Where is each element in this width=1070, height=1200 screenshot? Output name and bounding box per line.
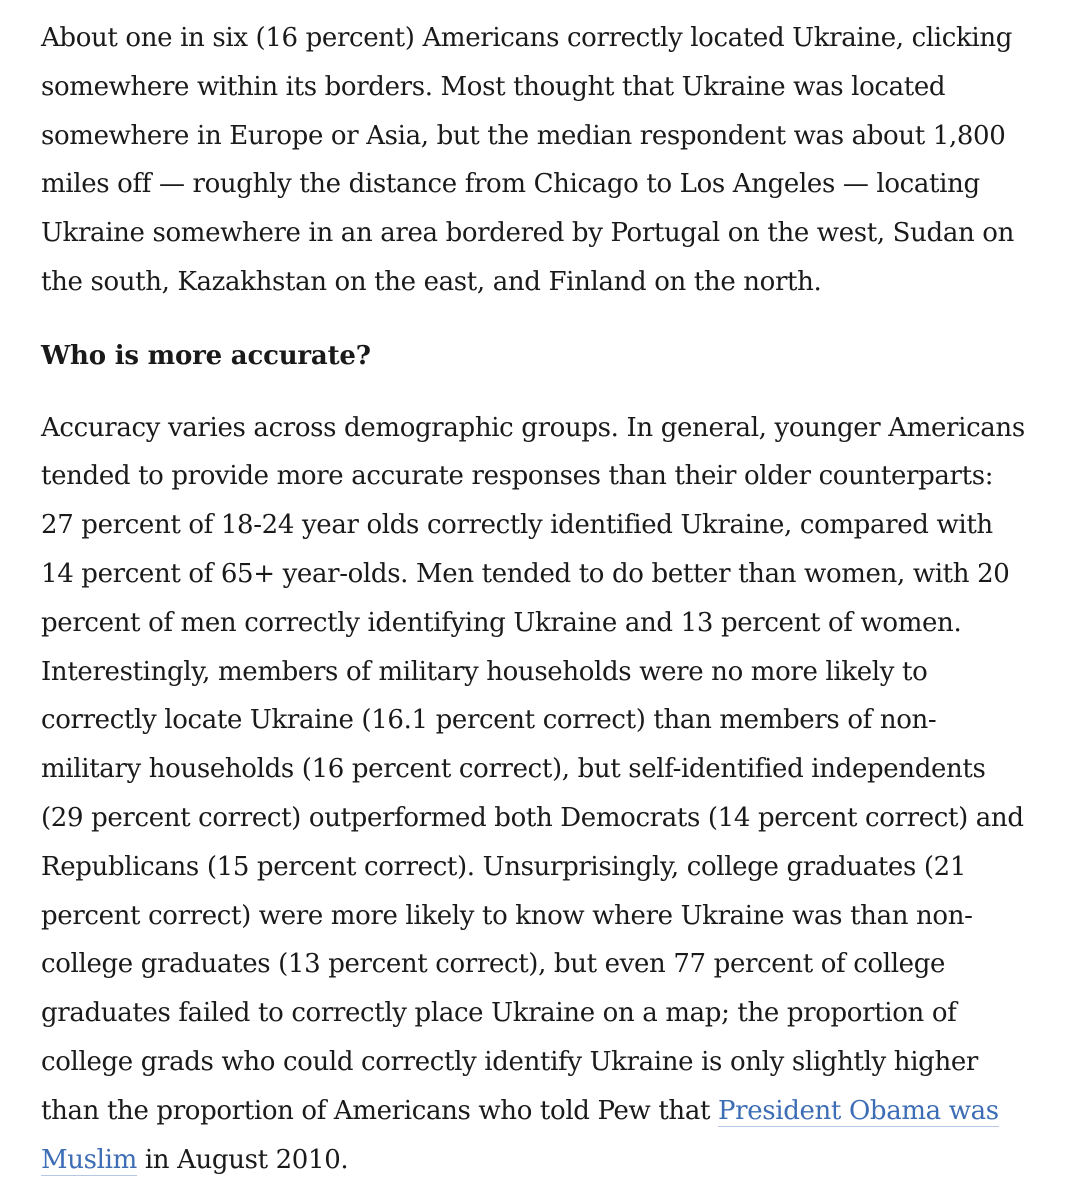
accuracy-paragraph-text: Accuracy varies across demographic groups. In general, younger Americans tended to provide more accurate responses than their older counterparts: 27 percent of 18-24 year olds correctly identified Ukraine, compared with 14 percent of 65+ year-olds. Men tended to do better than women, with 20 percent of men correctly identifying Ukraine and 13 percent of women. Interestingly, members of military households were no more likely to correctly locate Ukraine (16.1 percent correct) than members of non-military households (16 percent correct), but self-identified independents (29 percent correct) outperformed both Democrats (14 percent correct) and Republicans (15 percent correct). Unsurprisingly, college graduates (21 percent correct) were more likely to know where Ukraine was than non-college graduates (13 percent correct), but even 77 percent of college graduates failed to correctly place Ukraine on a map; the proportion of college grads who could correctly identify Ukraine is only slightly higher than the proportion of Americans who told Pew that bbox=[41, 412, 1025, 1126]
section-heading: Who is more accurate? bbox=[41, 340, 371, 371]
intro-paragraph: About one in six (16 percent) Americans correctly located Ukraine, clicking somewhere within its borders. Most thought that Ukraine was located somewhere in Europe or Asia, but the median respondent was about 1,800 miles off — roughly the distance from Chicago to Los Angeles — locating Ukraine somewhere in an area bordered by Portugal on the west, Sudan on the south, Kazakhstan on the east, and Finland on the north. bbox=[41, 23, 1014, 297]
article-body bbox=[41, 14, 1031, 1184]
obama-muslim-link[interactable]: President Obama was Muslim bbox=[41, 1095, 999, 1175]
accuracy-paragraph bbox=[41, 404, 1031, 1185]
accuracy-paragraph-tail: in August 2010. bbox=[136, 1144, 349, 1175]
